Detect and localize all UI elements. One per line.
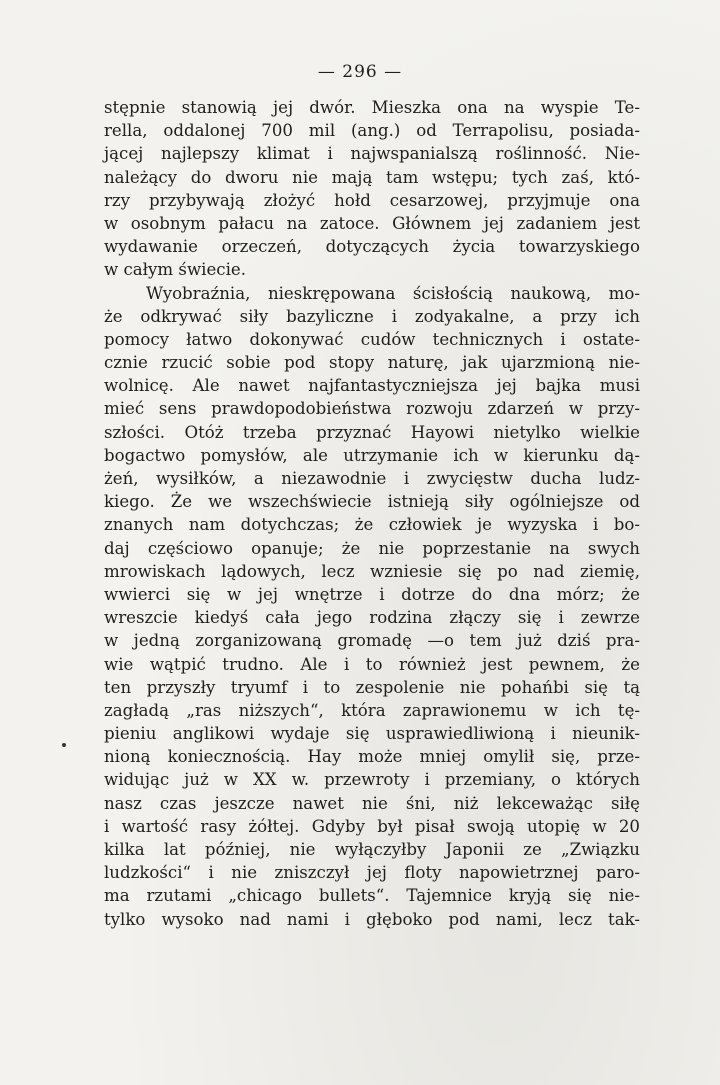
text-line: żeń, wysiłków, a niezawodnie i zwycięstw ducha ludz- [104,469,640,488]
text-line: wwierci się w jej wnętrze i dotrze do dna mórz; że [104,584,640,604]
text-line: daj częściowo opanuje; że nie poprzestanie na swych [104,538,640,558]
text-line: kiego. Że we wszechświecie istnieją siły ogólniejsze od [104,492,640,512]
text-line: rzy przybywają złożyć hołd cesarzowej, przyjmuje ona [104,190,640,210]
page-number: — 296 — [317,62,403,82]
text-line: w osobnym pałacu na zatoce. Głównem jej zadaniem jest [104,213,640,233]
text-line: wie wątpić trudno. Ale i to również jest pewnem, że [104,654,640,674]
text-line: bogactwo pomysłów, ale utrzymanie ich w kierunku dą- [104,445,640,465]
text-line: widując już w XX w. przewroty i przemiany, o których [104,770,640,790]
text-line: wydawanie orzeczeń, dotyczących życia towarzyskiego [104,237,640,257]
text-line: i wartość rasy żółtej. Gdyby był pisał swoją utopię w 20 [104,816,640,836]
body-text [104,96,640,931]
text-line: jącej najlepszy klimat i najwspanialszą roślinność. Nie- [104,144,640,164]
text-line: tylko wysoko nad nami i głęboko pod nami, lecz tak- [104,909,640,929]
text-line: ma rzutami „chicago bullets“. Tajemnice kryją się nie- [104,886,640,906]
text-line: pomocy łatwo dokonywać cudów technicznych i ostate- [104,329,640,349]
text-line: cznie rzucić sobie pod stopy naturę, jak ujarzmioną nie- [104,353,640,373]
text-line: w całym świecie. [104,260,246,280]
text-line: wreszcie kiedyś cała jego rodzina złączy się i zewrze [104,608,640,628]
ink-speck [62,743,66,747]
text-line: wolnicę. Ale nawet najfantastyczniejsza jej bajka musi [104,376,640,396]
text-line: zagładą „ras niższych“, która zaprawionemu w ich tę- [104,700,640,720]
text-line: mieć sens prawdopodobieństwa rozwoju zdarzeń w przy- [104,399,640,419]
text-line: w jedną zorganizowaną gromadę —o tem już dziś pra- [104,631,640,651]
text-line: nasz czas jeszcze nawet nie śni, niż lekceważąc siłę [104,793,640,813]
text-line: ludzkości“ i nie zniszczył jej floty napowietrznej paro- [104,863,640,883]
text-line: kilka lat później, nie wyłączyłby Japonii ze „Związku [104,840,640,859]
text-line: nioną koniecznością. Hay może mniej omylił się, prze- [104,747,640,767]
text-line: stępnie stanowią jej dwór. Mieszka ona na wyspie Te- [104,98,640,117]
text-line: pieniu anglikowi wydaje się usprawiedliwioną i nieunik- [104,724,640,744]
text-line: szłości. Otóż trzeba przyznać Hayowi nietylko wielkie [104,422,640,442]
text-line: ten przyszły tryumf i to zespolenie nie pohańbi się tą [104,677,640,697]
text-line: Wyobraźnia, nieskrępowana ścisłością naukową, mo- [146,283,640,303]
text-line: mrowiskach lądowych, lecz wzniesie się po nad ziemię, [104,561,640,581]
text-line: należący do dworu nie mają tam wstępu; tych zaś, któ- [104,167,640,187]
text-line: że odkrywać siły bazyliczne i zodyakalne, a przy ich [104,306,640,326]
text-line: rella, oddalonej 700 mil (ang.) od Terrapolisu, posiada- [104,121,640,141]
text-line: znanych nam dotychczas; że człowiek je wyzyska i bo- [104,515,640,535]
